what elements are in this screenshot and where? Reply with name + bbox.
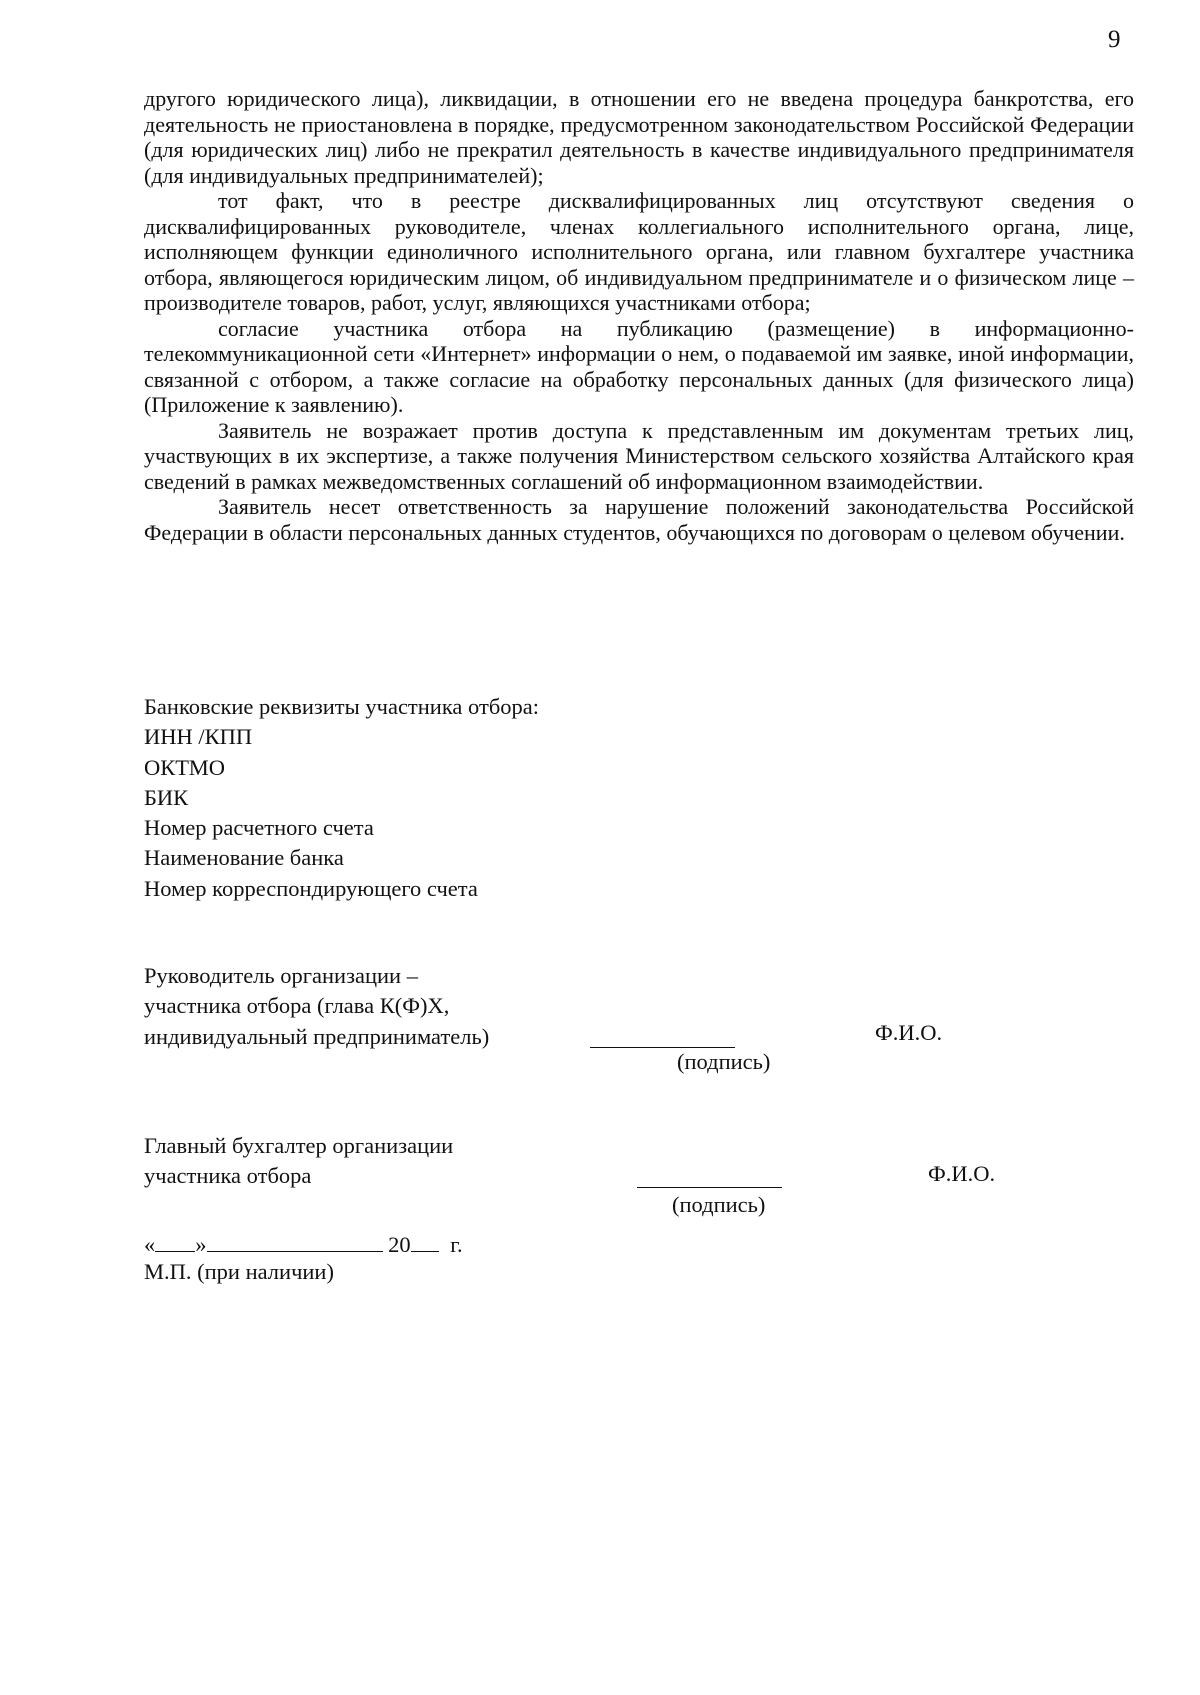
bank-details-heading: Банковские реквизиты участника отбора: [144,694,540,719]
bank-details [144,692,539,904]
head-signature-underline [590,1047,735,1048]
field-account-number: Номер расчетного счета [144,815,374,841]
accountant-signature-name: Ф.И.О. [928,1161,996,1186]
accountant-signature-block [144,1131,453,1192]
head-signature-block [144,961,489,1052]
paragraph-liquidation: другого юридического лица), ликвидации, в отношении его не введена процедура банкротства, его деятельность не приостановлена в порядке, предусмотренном законодательством Российской Федерации (для юридических лиц) либо не прекратил деятельность в качестве индивидуального предпринимателя (для индивидуальных предпринимателей); [144,86,1134,188]
paragraph-responsibility: Заявитель несет ответственность за нарушение положений законодательства Российской Федерации в области персональных данных студентов, обучающихся по договорам о целевом обучении. [144,494,1134,545]
accountant-signature-caption: (подпись) [672,1192,766,1217]
stamp-note: М.П. (при наличии) [144,1259,334,1284]
field-bank-name: Наименование банка [144,845,344,871]
accountant-signature-line-2: участника отбора [144,1163,312,1189]
date-close-quote: » [195,1232,207,1257]
page-number: 9 [1108,26,1121,53]
paragraph-publication-consent: согласие участника отбора на публикацию (размещение) в информационно-телекоммуникационной сети «Интернет» информации о нем, о подаваемой им заявке, иной информации, связанной с отбором, а также согласие на обработку персональных данных (для физического лица) (Приложение к заявлению). [144,315,1134,417]
paragraph-access-consent: Заявитель не возражает против доступа к представленным им документам третьих лиц, участвующих в их экспертизе, а также получения Министерством сельского хозяйства Алтайского края сведений в рамках межведомственных соглашений об информационном взаимодействии. [144,417,1134,494]
date-day-blank [155,1233,195,1252]
date-month-blank [207,1233,383,1252]
head-signature-line-1: Руководитель организации – [144,963,418,988]
field-bik: БИК [144,784,189,810]
date-open-quote: « [144,1232,156,1257]
date-year-prefix: 20 [388,1232,411,1257]
date-year-blank [411,1233,439,1252]
date-year-suffix: г. [450,1232,463,1257]
field-inn-kpp: ИНН /КПП [144,724,253,750]
head-signature-line-2: участника отбора (глава К(Ф)Х, [144,993,450,1019]
field-oktmo: ОКТМО [144,754,225,780]
field-correspondent-account: Номер корреспондирующего счета [144,875,478,901]
head-signature-caption: (подпись) [677,1049,771,1074]
head-signature-line-3: индивидуальный предприниматель) [144,1023,490,1049]
document-body [144,86,1134,545]
accountant-signature-line-1: Главный бухгалтер организации [144,1133,454,1158]
head-signature-name: Ф.И.О. [875,1020,943,1045]
date-line [144,1232,463,1258]
paragraph-disqualified-registry: тот факт, что в реестре дисквалифицированных лиц отсутствуют сведения о дисквалифицированных руководителе, членах коллегиального исполнительного органа, лице, исполняющем функции единоличного исполнительного органа, или главном бухгалтере участника отбора, являющегося юридическим лицом, об индивидуальном предпринимателе и о физическом лице – производителе товаров, работ, услуг, являющихся участниками отбора; [144,188,1134,315]
accountant-signature-underline [637,1187,782,1188]
